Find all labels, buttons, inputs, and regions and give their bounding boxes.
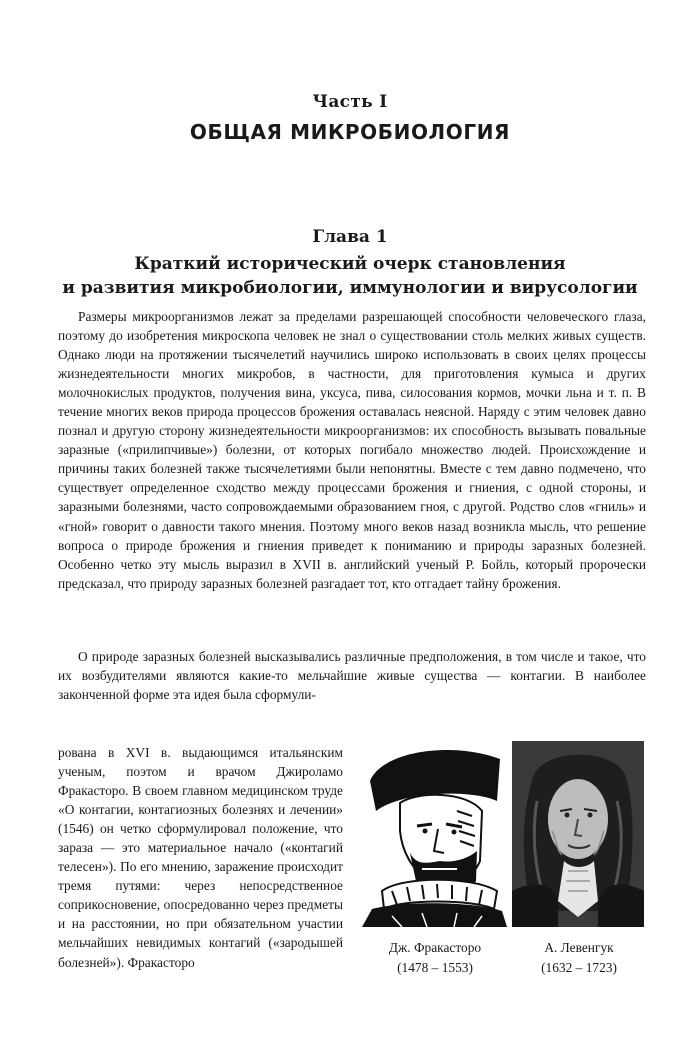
portrait-leeuwenhoek — [512, 741, 644, 927]
leeuwenhoek-engraving-image — [512, 741, 644, 927]
caption-fracastoro — [355, 938, 515, 978]
part-title: ОБЩАЯ МИКРОБИОЛОГИЯ — [189, 120, 511, 144]
caption-leeuwenhoek-years: (1632 – 1723) — [541, 960, 617, 975]
body-text-2 — [58, 647, 646, 704]
portrait-fracastoro — [362, 741, 507, 927]
part-label: Часть I — [312, 92, 388, 112]
chapter-title-line-2: и развития микробиологии, иммунологии и вирусологии — [62, 278, 638, 298]
paragraph-2-full: О природе заразных болезней высказывались различные предположения, в том числе и такое, что их возбудителями являются какие-то мельчайшие живые существа — контагии. В наиболее законченной форме эта идея была сформули- — [58, 649, 646, 703]
caption-fracastoro-name: Дж. Фракасторо — [388, 940, 482, 955]
caption-fracastoro-years: (1478 – 1553) — [397, 960, 473, 975]
chapter-title — [30, 252, 670, 300]
paragraph-2-wrap — [58, 743, 343, 972]
caption-leeuwenhoek-name: А. Левенгук — [544, 940, 614, 955]
caption-leeuwenhoek — [499, 938, 659, 978]
paragraph-1: Размеры микроорганизмов лежат за пределами разрешающей способности человеческого глаза, поэтому до изобретения микроскопа человек не знал о существовании столь мелких живых существ. Однако люди на протяжении тысячелетий научились широко использовать в своих целях процессы жизнедеятельности многих микробов, в частности, для приготовления кумыса и других молочнокислых продуктов, получения вина, уксуса, пива, силосования кормов, мочки льна и т. п. В течение многих веков природа процессов брожения оставалась неясной. Наряду с этим человек давно познал и другую сторону жизнедеятельности микроорганизмов: их способность вызывать повальные заразные («прилипчивые») болезни, от которых погибало множество людей. Происхождение и причины таких болезней также тысячелетиями были непонятны. Вместе с тем давно подмечено, что существует определенное сходство между процессами брожения и гниения, с одной стороны, и заразными болезнями, часто сопровождаемыми образованием гноя, с другой. Родство слов «гниль» и «гной» говорит о давности такого мнения. Поэтому много веков назад возникла мысль, что решение вопроса о природе брожения и гниения приведет к пониманию и природы заразных болезней. Особенно четко эту мысль выразил в XVII в. английский ученый Р. Бойль, который пророчески предсказал, что природу заразных болезней разгадает тот, кто отгадает тайну брожения. — [58, 309, 646, 591]
body-text — [58, 307, 646, 593]
paragraph-2-wrap-text: рована в XVI в. выдающимся итальянским ученым, поэтом и врачом Джироламо Фракасторо. В своем главном медицинском труде «О контагии, контагиозных болезнях и лечении» (1546) он четко сформулировал положение, что зараза — это материальное начало («контагий телесен»). По его мнению, заражение происходит тремя путями: через непосредственное соприкосновение, опосредованно через предметы и на расстоянии, но при обязательном участии мельчайших невидимых контагий («зародышей болезней»). Фракасторо — [58, 745, 343, 970]
fracastoro-engraving-image — [362, 741, 507, 927]
chapter-title-line-1: Краткий исторический очерк становления — [134, 254, 566, 274]
chapter-label: Глава 1 — [312, 227, 388, 247]
